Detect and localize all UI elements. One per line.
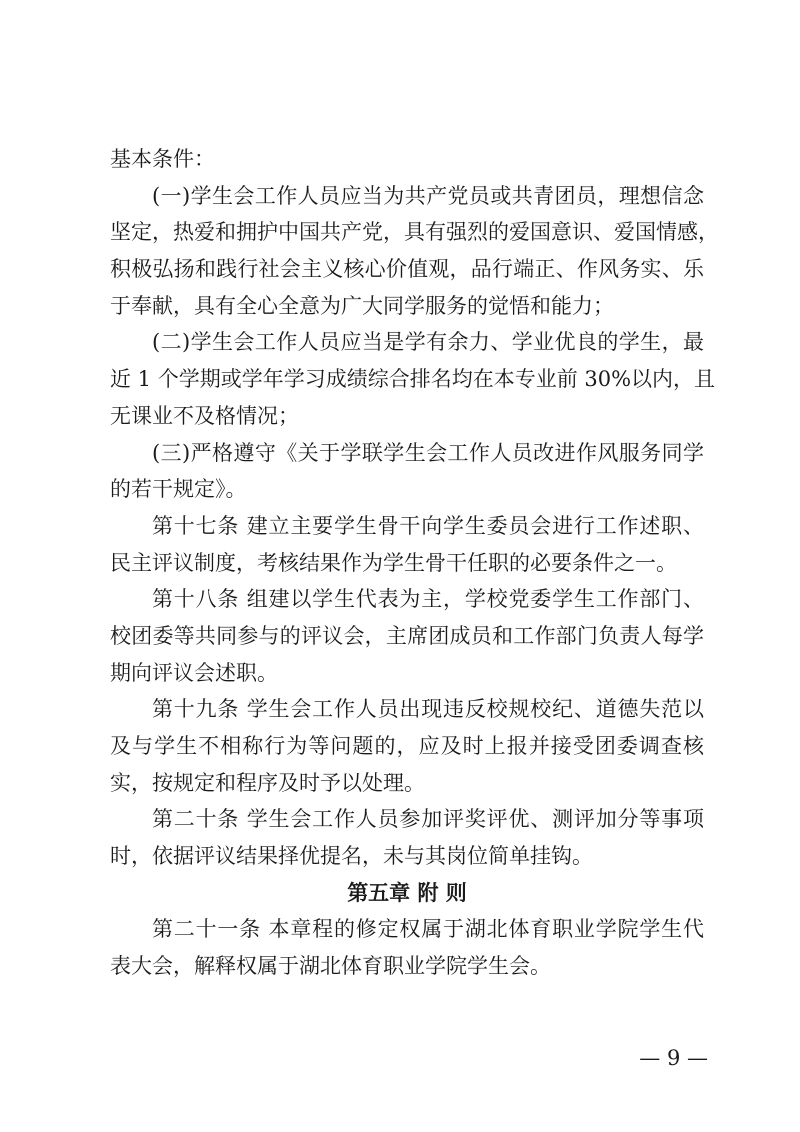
text-line: 第十八条 组建以学生代表为主，学校党委学生工作部门、 <box>152 587 704 612</box>
page-number: — 9 — <box>639 1046 708 1070</box>
text-line: 期向评议会述职。 <box>110 660 278 685</box>
text-line: 第十九条 学生会工作人员出现违反校规校纪、道德失范以 <box>152 697 704 722</box>
text-line: 第十七条 建立主要学生骨干向学生委员会进行工作述职、 <box>152 513 704 538</box>
document-body <box>110 141 719 985</box>
text-line: 坚定，热爱和拥护中国共产党，具有强烈的爱国意识、爱国情感， <box>110 220 719 245</box>
text-line: (一)学生会工作人员应当为共产党员或共青团员，理想信念 <box>152 183 704 208</box>
text-line: 无课业不及格情况； <box>110 403 299 428</box>
text-line: 积极弘扬和践行社会主义核心价值观，品行端正、作风务实、乐 <box>110 257 704 282</box>
text-line: 民主评议制度，考核结果作为学生骨干任职的必要条件之一。 <box>110 550 677 575</box>
chapter-heading: 第五章 附 则 <box>347 880 467 905</box>
text-line: (二)学生会工作人员应当是学有余力、学业优良的学生，最 <box>152 330 704 355</box>
text-line: 时，依据评议结果择优提名，未与其岗位简单挂钩。 <box>110 844 593 869</box>
text-line: 校团委等共同参与的评议会，主席团成员和工作部门负责人每学 <box>110 623 704 648</box>
text-line: (三)严格遵守《关于学联学生会工作人员改进作风服务同学 <box>152 440 704 465</box>
text-line: 第二十条 学生会工作人员参加评奖评优、测评加分等事项 <box>152 807 704 832</box>
text-line: 于奉献，具有全心全意为广大同学服务的觉悟和能力； <box>110 293 614 318</box>
text-line: 近 1 个学期或学年学习成绩综合排名均在本专业前 30%以内，且 <box>110 367 716 392</box>
text-line: 的若干规定》。 <box>110 477 247 502</box>
text-line: 及与学生不相称行为等问题的，应及时上报并接受团委调查核 <box>110 734 704 758</box>
text-line: 第二十一条 本章程的修定权属于湖北体育职业学院学生代 <box>152 917 704 942</box>
text-line: 实，按规定和程序及时予以处理。 <box>110 770 425 795</box>
text-line: 基本条件： <box>110 147 215 171</box>
text-line: 表大会，解释权属于湖北体育职业学院学生会。 <box>110 954 551 979</box>
